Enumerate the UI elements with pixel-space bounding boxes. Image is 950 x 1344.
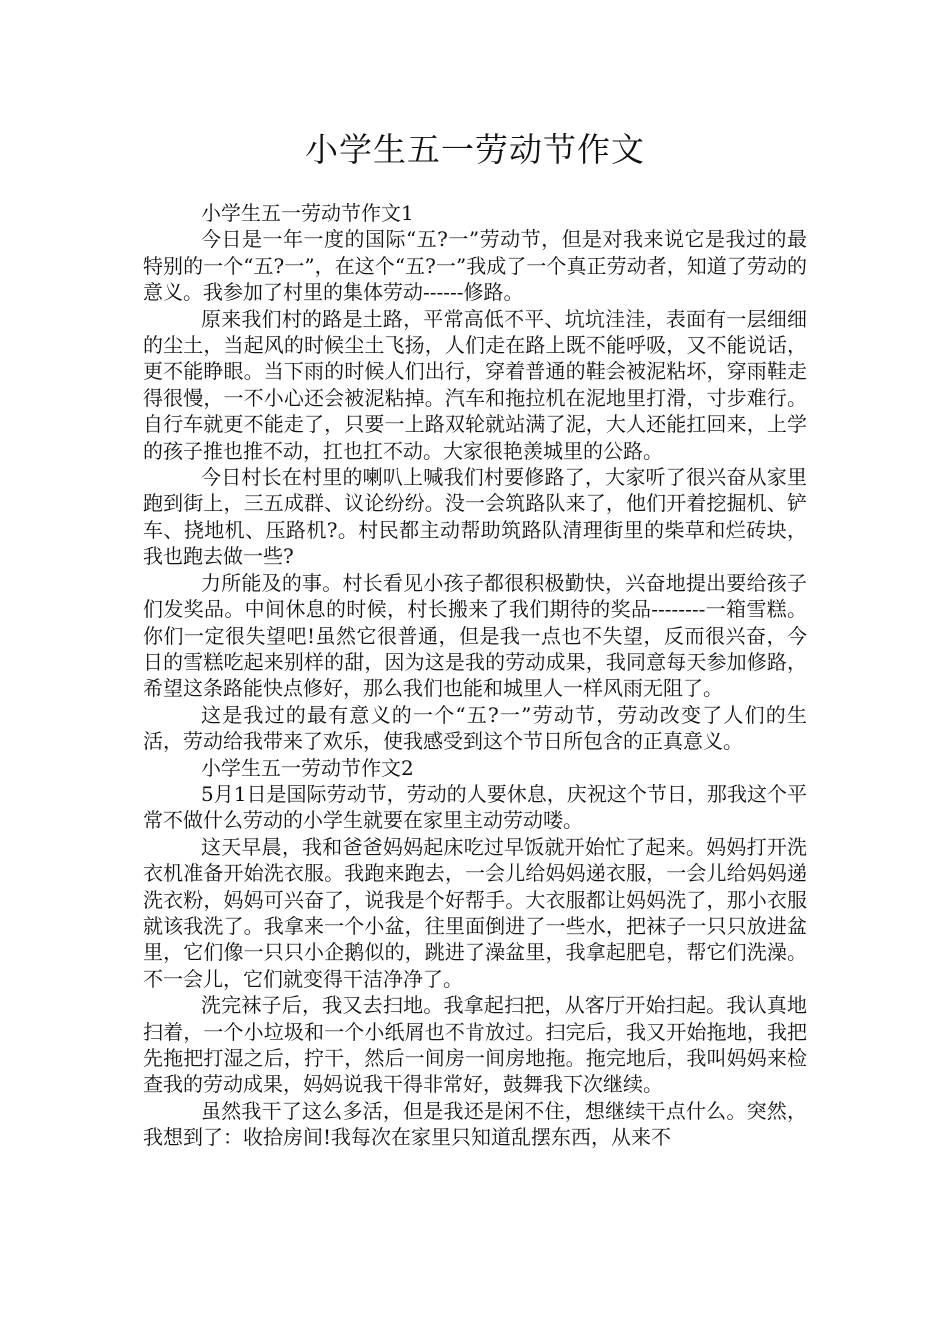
section-heading-2: 小学生五一劳动节作文2 [201,755,414,780]
document-title: 小学生五一劳动节作文 [305,130,645,169]
paragraph: 洗完袜子后，我又去扫地。我拿起扫把，从客厅开始扫起。我认真地扫着，一个小垃圾和一个小纸屑也不肯放过。扫完后，我又开始拖地，我把先拖把打湿之后，拧干，然后一间房一间房地拖。拖完地后，我叫妈妈来检查我的劳动成果，妈妈说我干得非常好，鼓舞我下次继续。 [143,993,807,1097]
paragraph: 今日村长在村里的喇叭上喊我们村要修路了，大家听了很兴奋从家里跑到街上，三五成群、议论纷纷。没一会筑路队来了，他们开着挖掘机、铲车、挠地机、压路机?。村民都主动帮助筑路队清理街里的柴草和烂砖块，我也跑去做一些? [143,465,807,569]
paragraph: 5月1日是国际劳动节，劳动的人要休息，庆祝这个节日，那我这个平常不做什么劳动的小学生就要在家里主动劳动喽。 [143,781,807,833]
paragraph: 今日是一年一度的国际“五?一”劳动节，但是对我来说它是我过的最特别的一个“五?一”，在这个“五?一”我成了一个真正劳动者，知道了劳动的意义。我参加了村里的集体劳动------修路。 [143,227,807,305]
paragraph: 虽然我干了这么多活，但是我还是闲不住，想继续干点什么。突然，我想到了：收拾房间!我每次在家里只知道乱摆东西，从来不 [143,1098,807,1150]
paragraph: 这天早晨，我和爸爸妈妈起床吃过早饭就开始忙了起来。妈妈打开洗衣机准备开始洗衣服。我跑来跑去，一会儿给妈妈递衣服，一会儿给妈妈递洗衣粉，妈妈可兴奋了，说我是个好帮手。大衣服都让妈妈洗了，那小衣服就该我洗了。我拿来一个小盆，往里面倒进了一些水，把袜子一只只放进盆里，它们像一只只小企鹅似的，跳进了澡盆里，我拿起肥皂，帮它们洗澡。不一会儿，它们就变得干洁净净了。 [143,834,807,991]
document-body [143,200,807,1151]
paragraph: 力所能及的事。村长看见小孩子都很积极勤快，兴奋地提出要给孩子们发奖品。中间休息的时候，村长搬来了我们期待的奖品--------一箱雪糕。你们一定很失望吧!虽然它很普通，但是我一点也不失望，反而很兴奋，今日的雪糕吃起来别样的甜，因为这是我的劳动成果，我同意每天参加修路，希望这条路能快点修好，那么我们也能和城里人一样风雨无阻了。 [143,570,807,701]
paragraph: 原来我们村的路是土路，平常高低不平、坑坑洼洼，表面有一层细细的尘土，当起风的时候尘土飞扬，人们走在路上既不能呼吸，又不能说话，更不能睁眼。当下雨的时候人们出行，穿着普通的鞋会被泥粘坏，穿雨鞋走得很慢，一不小心还会被泥粘掉。汽车和拖拉机在泥地里打滑，寸步难行。自行车就更不能走了，只要一上路双轮就站满了泥，大人还能扛回来，上学的孩子推也推不动，扛也扛不动。大家很艳羡城里的公路。 [143,306,807,463]
paragraph: 这是我过的最有意义的一个“五?一”劳动节，劳动改变了人们的生活，劳动给我带来了欢乐，使我感受到这个节日所包含的正真意义。 [143,702,807,754]
section-heading-1: 小学生五一劳动节作文1 [201,201,414,225]
